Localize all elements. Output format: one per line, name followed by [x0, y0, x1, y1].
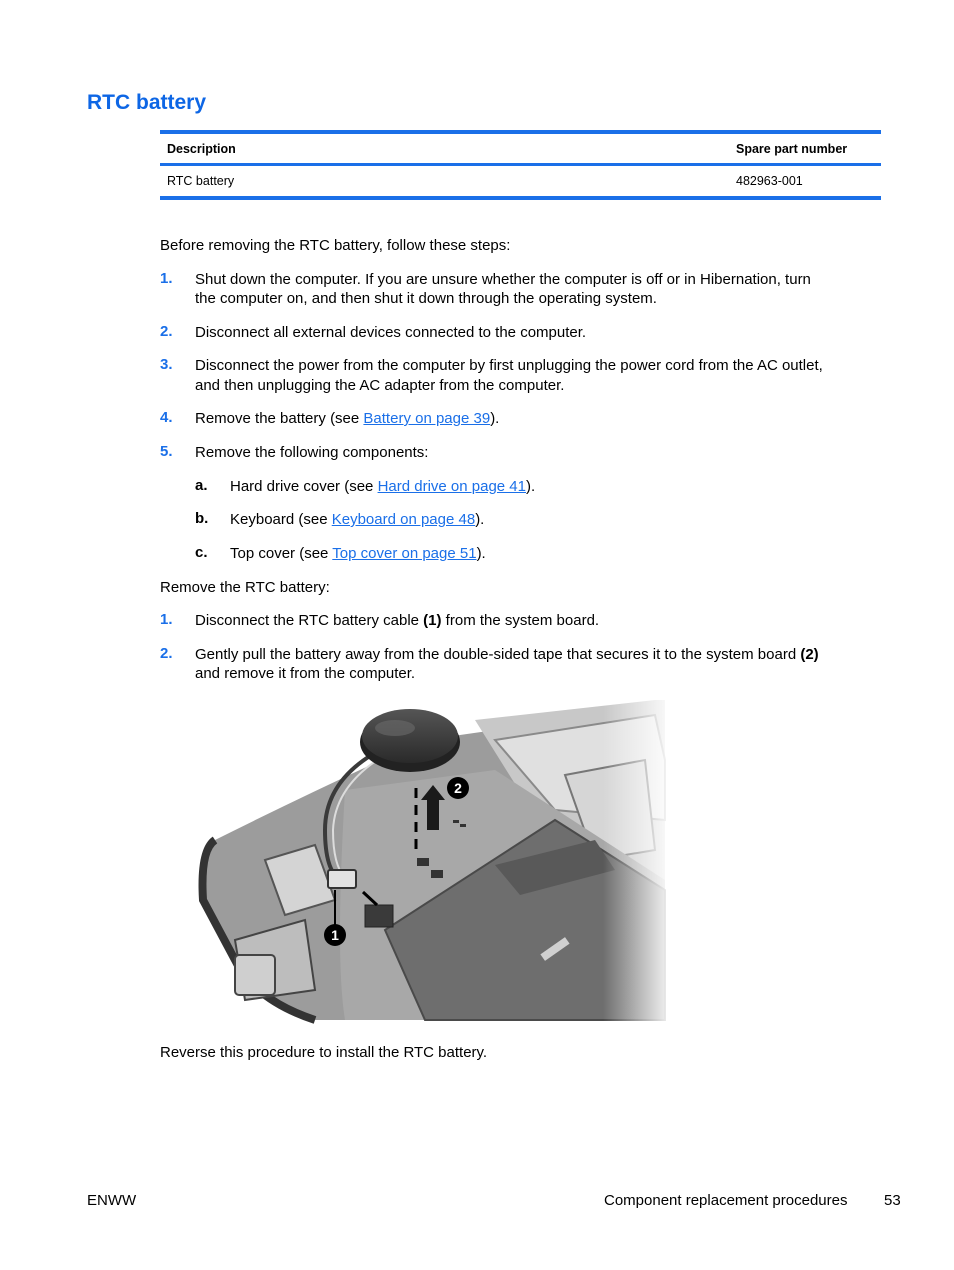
substep-text [230, 544, 486, 564]
step-text: Shut down the computer. If you are unsure whether the computer is off or in Hibernation, turn [195, 271, 811, 288]
step-text: and remove it from the computer. [195, 665, 416, 682]
battery-link[interactable]: Battery on page 39 [363, 410, 491, 427]
step-text: and then unplugging the AC adapter from the computer. [195, 377, 565, 394]
substep-text-part: Top cover (see [230, 545, 333, 562]
step-number: 4. [160, 409, 173, 426]
keyboard-link[interactable]: Keyboard on page 48 [331, 511, 476, 528]
step-number: 5. [160, 443, 173, 460]
rtc-battery-illustration [195, 700, 675, 1025]
remove-intro-text: Remove the RTC battery: [160, 579, 330, 596]
step-text [195, 409, 499, 429]
substep-text-part: Keyboard (see [230, 511, 332, 528]
table-bottom-rule [160, 196, 881, 200]
step-number: 1. [160, 611, 173, 628]
table-header-rule [160, 163, 881, 166]
substep-text [230, 510, 484, 530]
substep-text [230, 477, 535, 497]
intro-text: Before removing the RTC battery, follow these steps: [160, 237, 511, 254]
top-cover-link[interactable]: Top cover on page 51 [332, 545, 477, 562]
table-cell-part-number: 482963-001 [736, 174, 803, 188]
substep-text-part: ). [526, 478, 536, 495]
step-number: 1. [160, 270, 173, 287]
step-text-part: Remove the battery (see [195, 410, 364, 427]
footer-section: Component replacement procedures [604, 1192, 848, 1209]
step-text [195, 645, 819, 665]
hard-drive-link[interactable]: Hard drive on page 41 [377, 478, 526, 495]
column-header-description: Description [167, 142, 236, 156]
step-number: 2. [160, 645, 173, 662]
step-number: 3. [160, 356, 173, 373]
substep-letter: b. [195, 510, 209, 527]
step-text: Remove the following components: [195, 444, 429, 461]
callout-ref: (1) [423, 612, 442, 629]
column-header-spare-part-number: Spare part number [736, 142, 848, 156]
callout-ref: (2) [800, 646, 819, 663]
footer-left: ENWW [87, 1192, 137, 1209]
step-text-part: ). [490, 410, 500, 427]
page-title: RTC battery [87, 91, 207, 114]
page-number: 53 [884, 1192, 901, 1209]
table-top-rule [160, 130, 881, 134]
step-text-part: Gently pull the battery away from the double-sided tape that secures it to the system board [195, 646, 801, 663]
substep-text-part: Hard drive cover (see [230, 478, 378, 495]
step-text: Disconnect the power from the computer by first unplugging the power cord from the AC outlet, [195, 357, 823, 374]
step-text-part: Disconnect the RTC battery cable [195, 612, 424, 629]
outro-text: Reverse this procedure to install the RTC battery. [160, 1044, 488, 1061]
substep-text-part: ). [476, 545, 486, 562]
step-number: 2. [160, 323, 173, 340]
step-text [195, 611, 599, 631]
edge-fade [195, 700, 675, 1025]
table-cell-description: RTC battery [167, 174, 235, 188]
substep-text-part: ). [475, 511, 485, 528]
substep-letter: c. [195, 544, 208, 561]
step-text: the computer on, and then shut it down through the operating system. [195, 290, 657, 307]
substep-letter: a. [195, 477, 208, 494]
step-text-part: from the system board. [441, 612, 600, 629]
step-text: Disconnect all external devices connected to the computer. [195, 324, 587, 341]
